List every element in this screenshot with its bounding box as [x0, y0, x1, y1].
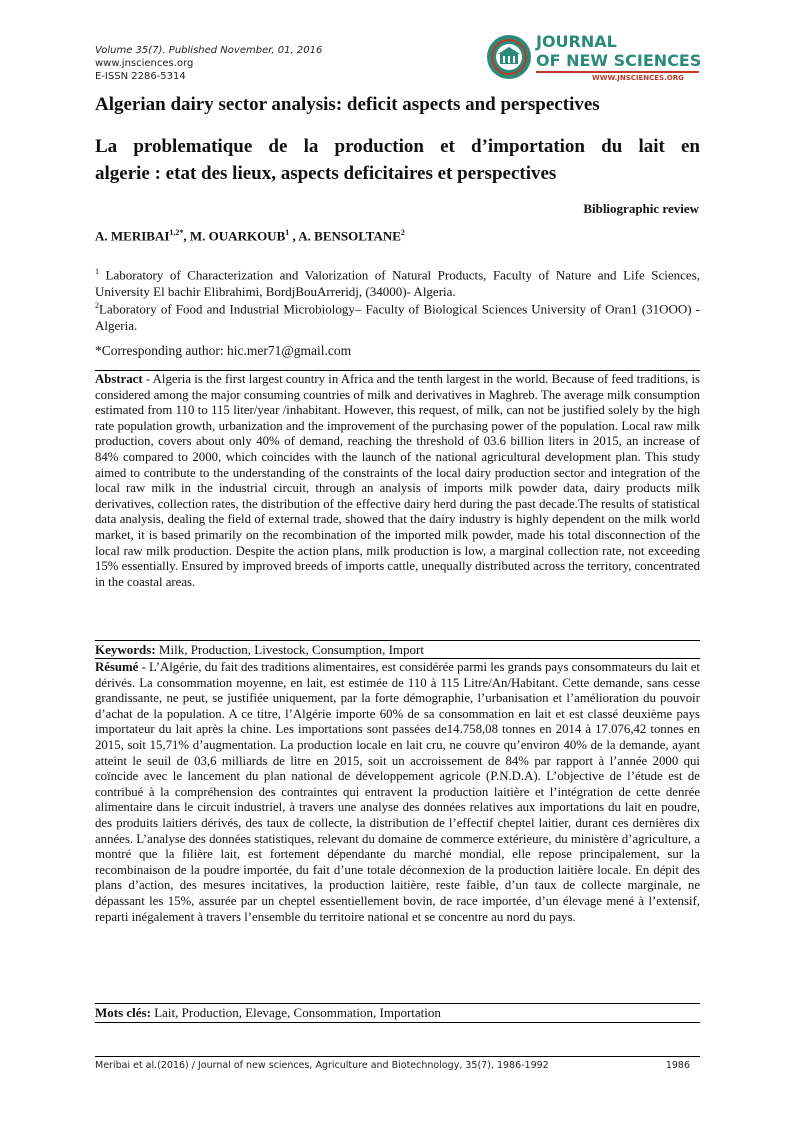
footer-citation: Meribai et al.(2016) / Journal of new sciences, Agriculture and Biotechnology, 35(7), 1986-1992 — [95, 1060, 549, 1071]
resume-label: Résumé — [95, 660, 139, 674]
resume-top-rule — [95, 658, 700, 659]
affiliation-2-text: Laboratory of Food and Industrial Microbiology– Faculty of Biological Sciences University of Oran1 (31OOO) - Algeria. — [95, 301, 700, 334]
motscles-top-rule — [95, 1003, 700, 1004]
journal-issn: E-ISSN 2286-5314 — [95, 71, 186, 82]
logo-line-1: JOURNAL — [536, 32, 617, 51]
title-english: Algerian dairy sector analysis: deficit aspects and perspectives — [95, 94, 600, 115]
title-french-line-1: La problematique de la production et d’importation du lait en — [95, 136, 700, 157]
affiliation-2 — [95, 297, 700, 334]
author-2-affiliation: 1 — [285, 228, 290, 237]
title-french-line-2: algerie : etat des lieux, aspects deficitaires et perspectives — [95, 163, 557, 184]
author-list — [95, 228, 405, 244]
corresponding-author: *Corresponding author: hic.mer71@gmail.com — [95, 343, 352, 358]
page-footer — [95, 1060, 700, 1071]
mots-cles-text: Lait, Production, Elevage, Consommation, Importation — [150, 1005, 441, 1020]
article-type: Bibliographic review — [583, 201, 699, 216]
keywords-text: Milk, Production, Livestock, Consumption, Import — [155, 642, 424, 657]
abstract-text: - Algeria is the first largest country in Africa and the tenth largest in the world. Because of feed traditions, is considered among the major consuming countries of milk and derivatives in Maghreb. The average milk consumption estimated from 110 to 115 liter/year /inhabitant. However, this request, of milk, can not be justified solely by the high rate population growth, urbanization and the improvement of the purchasing power of the population. Local raw milk production, covers about only 40% of demand, reaching the threshold of 03.6 billion liters in 2015, an increase of 84% compared to 2000, which coincides with the launch of the national agricultural development plan. This study aimed to contribute to the understanding of the constraints of the local dairy production sector and integration of the local raw milk in the industrial circuit, through an analysis of imports milk powder data, dairy products milk derivatives, collection rates, the distribution of the effective dairy herd during the past decade.The results of statistical data analysis, dealing the field of external trade, showed that the dairy industry is highly dependent on the milk world market, it is based primarily on the recombination of the imported milk powder, made his total disconnection of the local raw milk production. Despite the action plans, milk production is low, a marginal collection rate, not exceeding 15% essentially. Ensured by improved breeds of imports cattle, unequally distributed across the territory, concentrated in the coastal areas. — [95, 372, 700, 589]
author-2: M. OUARKOUB — [189, 228, 286, 244]
affiliation-1-text: Laboratory of Characterization and Valorization of Natural Products, Faculty of Nature and Life Sciences, University El bachir Elibrahimi, BordjBouArreridj, (34000)- Algeria. — [95, 267, 700, 300]
author-3-affiliation: 2 — [400, 228, 405, 237]
affiliation-2-number: 2 — [95, 301, 99, 310]
footer-rule — [95, 1056, 700, 1057]
affiliation-1 — [95, 263, 700, 300]
author-3: A. BENSOLTANE — [298, 228, 401, 244]
keywords-top-rule — [95, 640, 700, 641]
affiliation-1-number: 1 — [95, 267, 99, 276]
resume-section — [95, 660, 700, 925]
author-1-affiliation: 1,2* — [169, 228, 184, 237]
author-1: A. MERIBAI — [95, 228, 170, 244]
logo-title — [536, 32, 701, 70]
journal-header — [95, 44, 322, 83]
journal-logo — [486, 32, 701, 88]
author-separator: , — [289, 228, 299, 244]
mots-cles-label: Mots clés: — [95, 1005, 151, 1020]
logo-line-2: OF NEW SCIENCES — [536, 51, 702, 70]
journal-emblem-icon — [486, 34, 532, 80]
title-french — [95, 133, 700, 187]
author-separator: , — [183, 228, 190, 244]
keywords-label: Keywords: — [95, 642, 156, 657]
logo-url: WWW.JNSCIENCES.ORG — [592, 74, 684, 82]
volume-line: Volume 35(7). Published November, 01, 2016 — [95, 45, 323, 56]
journal-website: www.jnsciences.org — [95, 58, 194, 69]
abstract-top-rule — [95, 370, 700, 371]
abstract-section — [95, 372, 700, 590]
abstract-label: Abstract — [95, 372, 143, 386]
keywords-line — [95, 642, 424, 658]
page-number: 1986 — [665, 1060, 690, 1071]
resume-text: - L’Algérie, du fait des traditions alimentaires, est considérée parmi les grands pays consommateurs du lait et dérivés. La consommation moyenne, en lait, est estimée de 110 à 115 Litre/An/Habitant. Cette demande, sans cesse grandissante, ne peut, se justifiée uniquement, par la forte démographie, l’urbanisation et l’amélioration du pouvoir d’achat de la population. A ce titre, l’Algérie importe 60% de sa consommation en lait et est classé deuxième pays importateur du lait après la chine. Les importations sont passées de14.758,08 tonnes en 2014 à 17.076,42 tonnes en 2015, soit 15,71% d’augmentation. La production locale en lait cru, ne couvre qu’environ 40% de la demande, ayant atteint le seuil de 03,6 milliards de litre en 2015, soit un accroissement de 84% par rapport à l’année 2000 qui coïncide avec le lancement du plan national de développement agricole (P.N.D.A). L’objective de l’étude est de contribué à la compréhension des contraintes qui entravent la production laitière et l’intégration de cette denrée alimentaire dans le circuit industriel, à travers une analyse des données relatives aux importations du lait en poudre, des produits laitiers dérivés, des taux de collecte, la distribution de l’effectif cheptel laitier, durant ces dernières dix années. L’analyse des données statistiques, relevant du domaine de commerce extérieure, du ministère d’agriculture, a montré que la filière lait, est fortement dépendante du marché mondial, elle repose principalement, sur la recombinaison de la poudre importée, du fait d’une totale déconnexion de la production laitière locale. En dépit des plans d’action, des mesures incitatives, la production laitière, reste faible, d’un taux de collecte marginale, ne dépassant les 15%, assurée par un cheptel essentiellement bovin, de race importée, d’un élevage mené à l’extensif, reparti inégalement à travers l’ensemble du territoire national et se concentre au nord du pays. — [95, 660, 700, 924]
logo-divider — [536, 71, 699, 73]
mots-cles-line — [95, 1005, 441, 1021]
motscles-bottom-rule — [95, 1022, 700, 1023]
